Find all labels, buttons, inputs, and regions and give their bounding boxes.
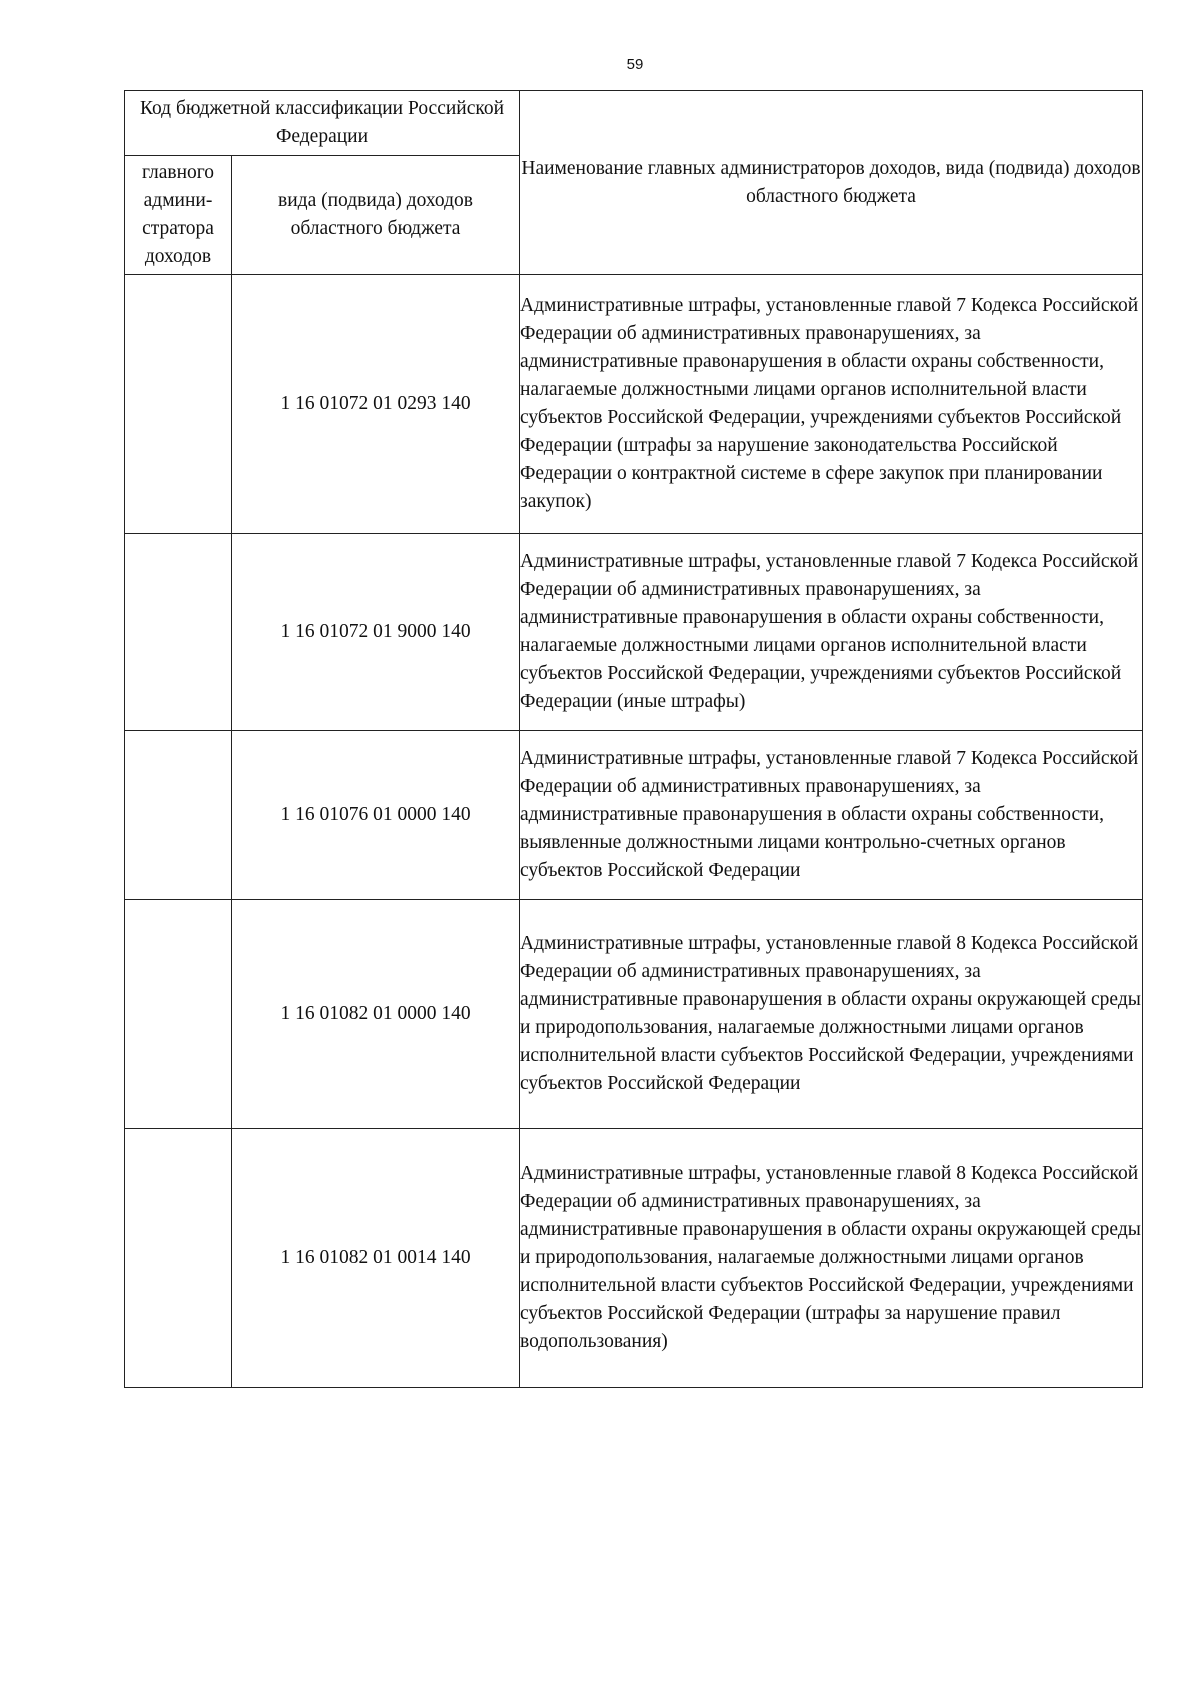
cell-income-name: Административные штрафы, установленные главой 8 Кодекса Российской Федерации об административных правонарушениях, за административные правонарушения в области охраны окружающей среды и природопользования, налагаемые должностными лицами органов исполнительной власти субъектов Российской Федерации, учреждениями субъектов Российской Федерации (520, 900, 1143, 1129)
page-number: 59 (626, 56, 644, 73)
header-income-type-code: вида (подвида) доходов областного бюджета (232, 156, 520, 275)
cell-income-name: Административные штрафы, установленные главой 7 Кодекса Российской Федерации об административных правонарушениях, за административные правонарушения в области охраны собственности, выявленные должностными лицами контрольно-счетных органов субъектов Российской Федерации (520, 731, 1143, 900)
cell-admin-code (125, 275, 232, 534)
cell-admin-code (125, 1129, 232, 1388)
table-row (125, 900, 1143, 1129)
cell-income-name: Административные штрафы, установленные главой 7 Кодекса Российской Федерации об административных правонарушениях, за административные правонарушения в области охраны собственности, налагаемые должностными лицами органов исполнительной власти субъектов Российской Федерации, учреждениями субъектов Российской Федерации (иные штрафы) (520, 534, 1143, 731)
table-header-row (125, 91, 1143, 156)
header-budget-code-group: Код бюджетной классификации Российской Федерации (125, 91, 520, 156)
header-administrator-name: Наименование главных администраторов доходов, вида (подвида) доходов областного бюджета (520, 91, 1143, 275)
cell-income-code: 1 16 01072 01 9000 140 (232, 534, 520, 731)
cell-income-code: 1 16 01076 01 0000 140 (232, 731, 520, 900)
cell-income-name: Административные штрафы, установленные главой 8 Кодекса Российской Федерации об административных правонарушениях, за административные правонарушения в области охраны окружающей среды и природопользования, налагаемые должностными лицами органов исполнительной власти субъектов Российской Федерации, учреждениями субъектов Российской Федерации (штрафы за нарушение правил водопользования) (520, 1129, 1143, 1388)
header-chief-administrator: главного админи-стратора доходов (125, 156, 232, 275)
table-row (125, 1129, 1143, 1388)
cell-admin-code (125, 731, 232, 900)
cell-admin-code (125, 900, 232, 1129)
cell-income-code: 1 16 01072 01 0293 140 (232, 275, 520, 534)
table-row (125, 275, 1143, 534)
cell-income-name: Административные штрафы, установленные главой 7 Кодекса Российской Федерации об административных правонарушениях, за административные правонарушения в области охраны собственности, налагаемые должностными лицами органов исполнительной власти субъектов Российской Федерации, учреждениями субъектов Российской Федерации (штрафы за нарушение законодательства Российской Федерации о контрактной системе в сфере закупок при планировании закупок) (520, 275, 1143, 534)
cell-income-code: 1 16 01082 01 0014 140 (232, 1129, 520, 1388)
cell-admin-code (125, 534, 232, 731)
table-row (125, 534, 1143, 731)
budget-classification-table (124, 90, 1143, 1388)
table-row (125, 731, 1143, 900)
cell-income-code: 1 16 01082 01 0000 140 (232, 900, 520, 1129)
